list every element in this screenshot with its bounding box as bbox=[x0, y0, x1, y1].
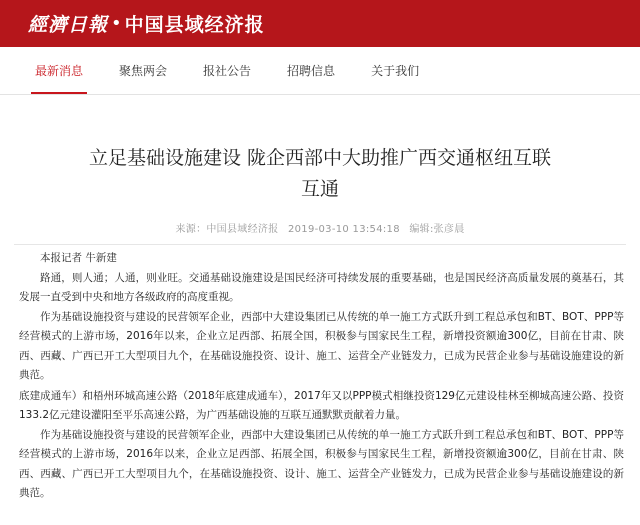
byline: 本报记者 牛新建 bbox=[40, 252, 117, 264]
site-name[interactable]: 中国县域经济报 bbox=[124, 14, 265, 36]
article-datetime: 2019-03-10 13:54:18 bbox=[287, 224, 400, 235]
main-nav bbox=[0, 47, 640, 95]
nav-item-about-us[interactable]: 关于我们 bbox=[371, 64, 420, 78]
paragraph: 作为基础设施投资与建设的民营领军企业，西部中大建设集团已从传统的单一施工方式跃升到工程总承包和BT、BOT、PPP等经营模式的上游市场，2016年以来，企业立足西部、拓展全国，积极参与国家民生工程，新增投资额逾300亿，目前在甘肃、陕西、西藏、广西已开工大型项目九个，在基础设施投资、设计、施工、运营全产业链发力，已成为民营企业参与基础设施建设的新典范。 bbox=[19, 310, 624, 381]
nav-item-jobs[interactable]: 招聘信息 bbox=[287, 64, 336, 78]
article-body bbox=[0, 245, 640, 504]
nav-item-announcements[interactable]: 报社公告 bbox=[203, 64, 252, 78]
brand-separator: • bbox=[111, 13, 122, 34]
paragraph: 路通，则人通；人通，则业旺。交通基础设施建设是国民经济可持续发展的重要基础，也是国民经济高质量发展的奠基石，其发展一直受到中央和地方各级政府的高度重视。 bbox=[19, 271, 624, 303]
article-title: 立足基础设施建设 陇企西部中大助推广西交通枢纽互联互通 bbox=[88, 147, 552, 200]
paragraph: 作为基础设施投资与建设的民营领军企业，西部中大建设集团已从传统的单一施工方式跃升到工程总承包和BT、BOT、PPP等经营模式的上游市场，2016年以来，企业立足西部、拓展全国，积极参与国家民生工程，新增投资额逾300亿，目前在甘肃、陕西、西藏、广西已开工大型项目九个，在基础设施投资、设计、施工、运营全产业链发力，已成为民营企业参与基础设施建设的新典范。 bbox=[19, 428, 624, 499]
site-header bbox=[0, 0, 640, 47]
article-meta bbox=[0, 220, 640, 235]
newspaper-logo[interactable]: 經濟日報 bbox=[28, 14, 109, 36]
article-source: 来源：中国县域经济报 bbox=[175, 224, 279, 235]
paragraph: 底建成通车）和梧州环城高速公路（2018年底建成通车），2017年又以PPP模式相继投资129亿元建设桂林至柳城高速公路、投资133.2亿元建设灌阳至平乐高速公路，为广西基础设施的互联互通默默贡献着力量。 bbox=[19, 389, 624, 421]
nav-item-two-sessions[interactable]: 聚焦两会 bbox=[119, 64, 168, 78]
nav-item-latest-news[interactable]: 最新消息 bbox=[22, 47, 96, 94]
article-editor: 编辑:张彦晨 bbox=[409, 224, 465, 235]
